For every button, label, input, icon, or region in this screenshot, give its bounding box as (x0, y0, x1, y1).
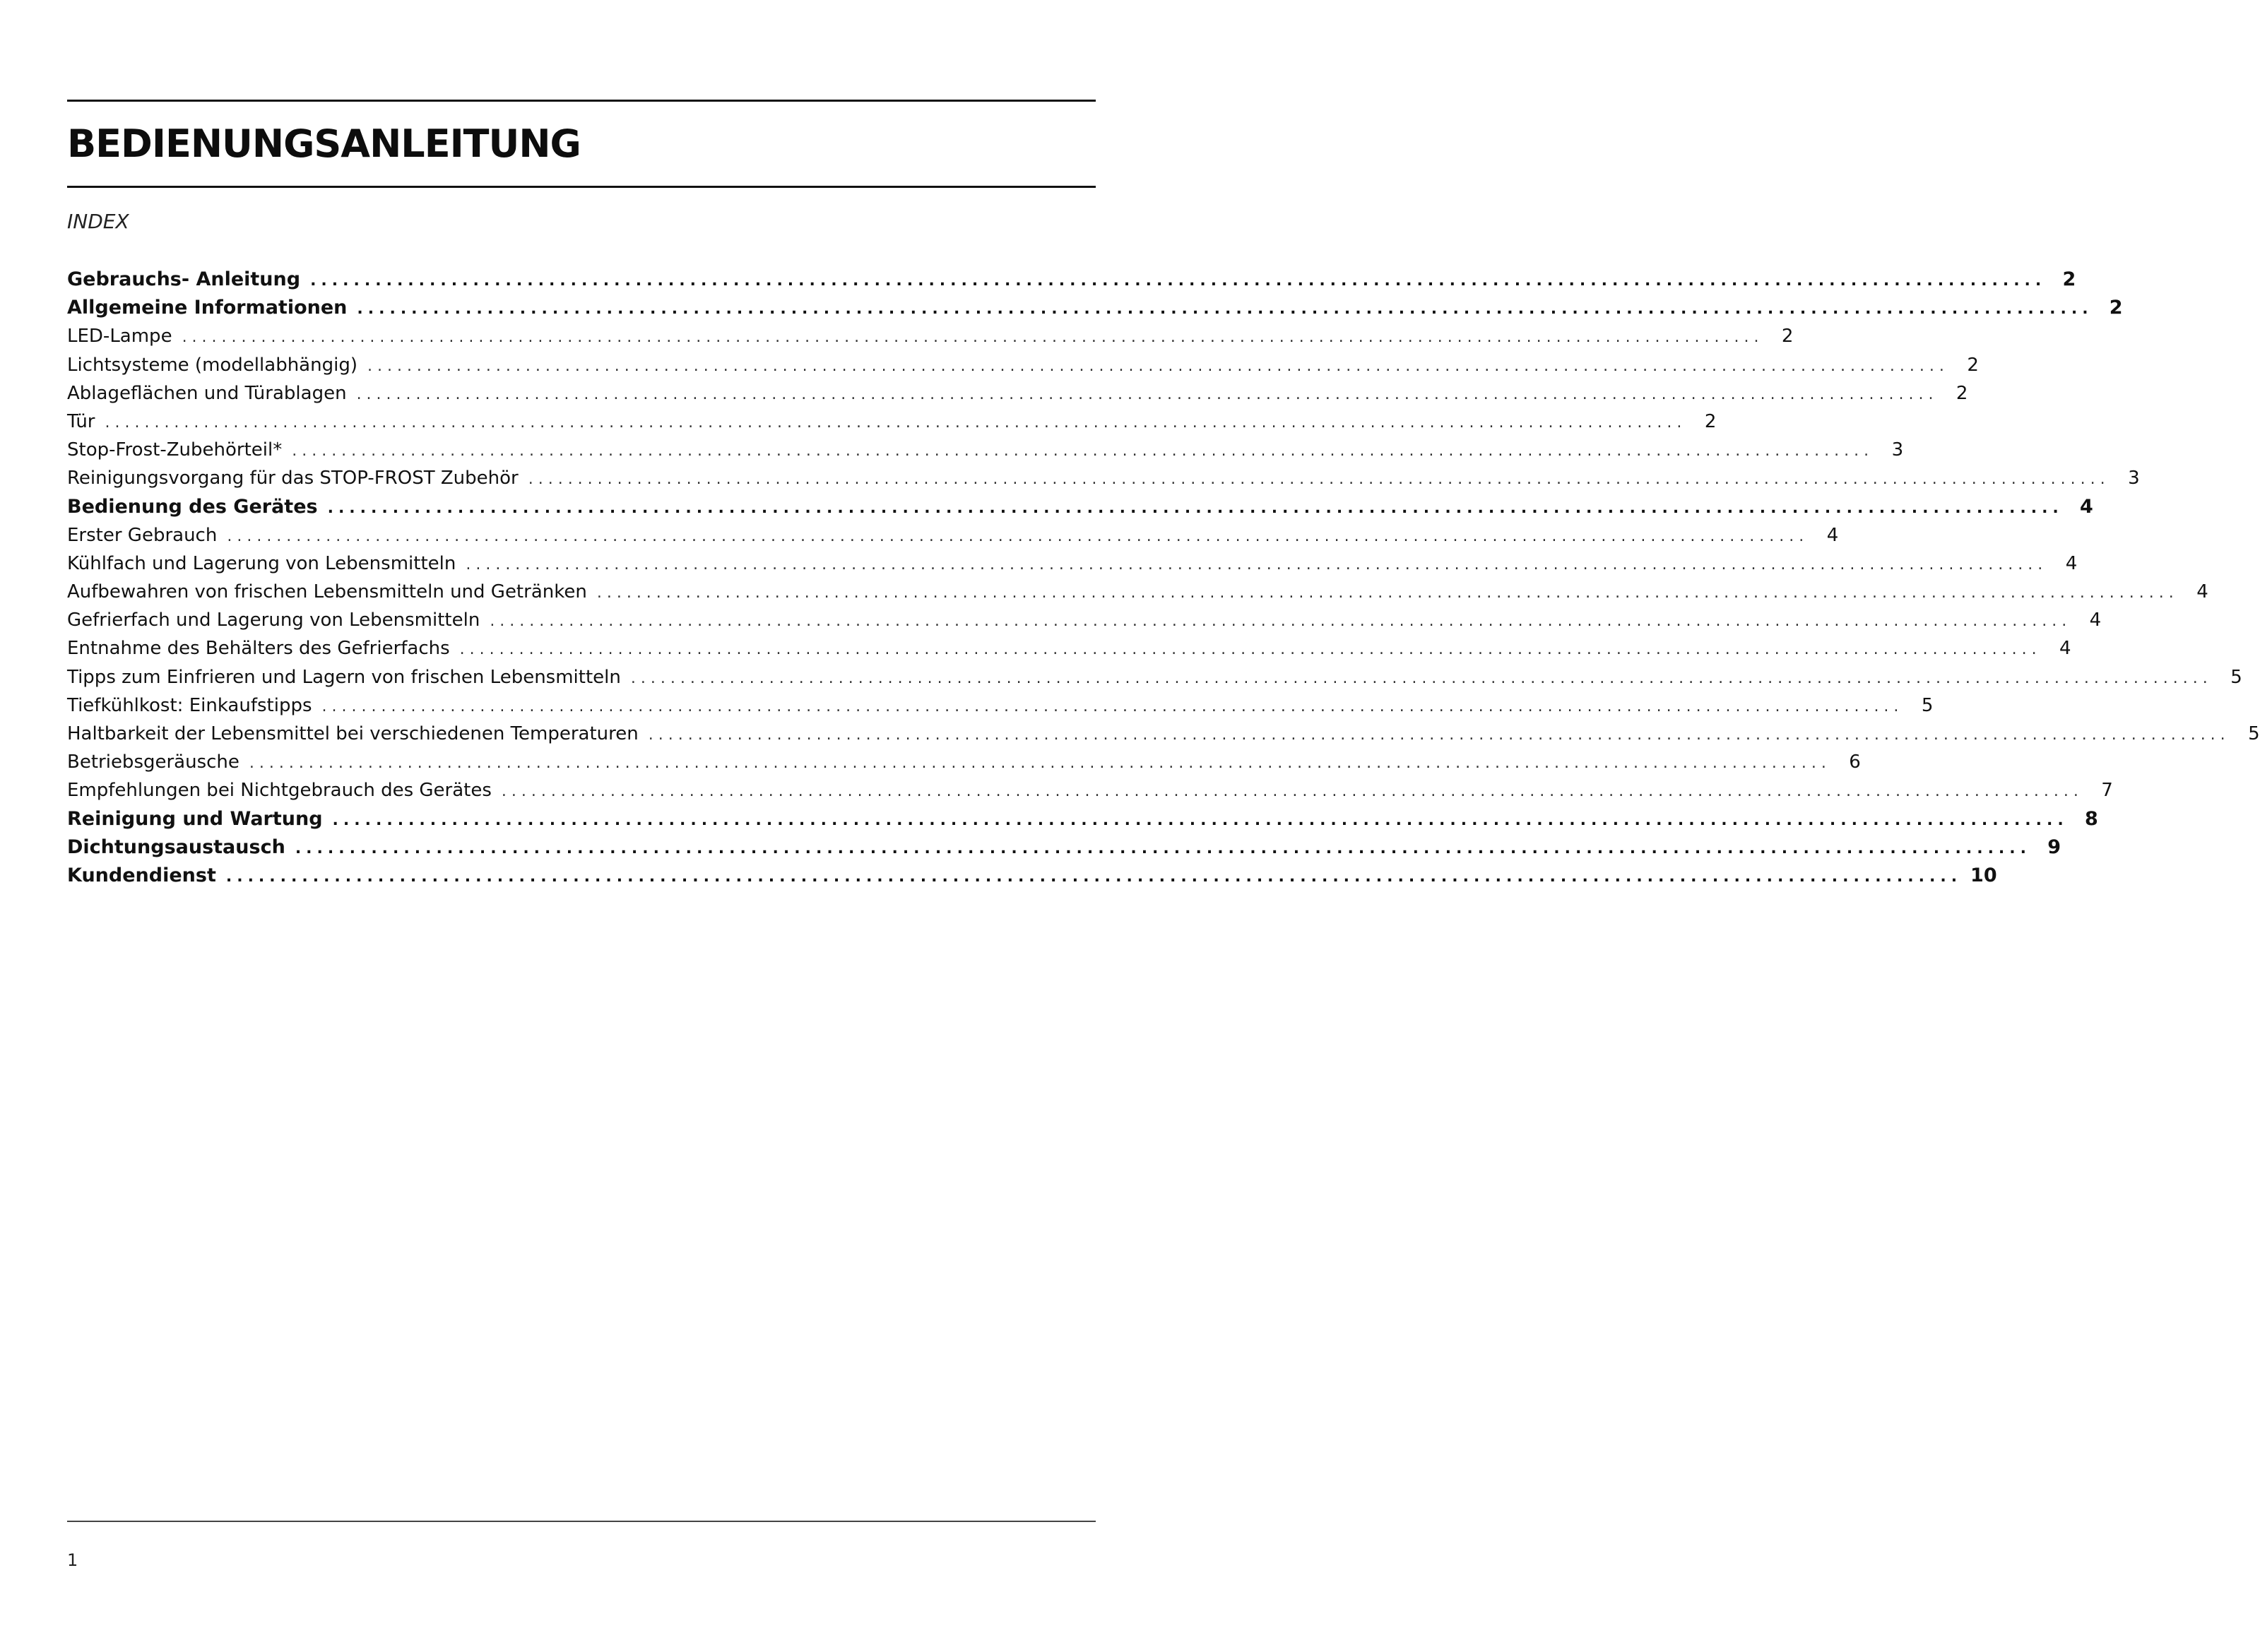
toc-dot-leader: ................................................................................................................................................................ (292, 442, 1874, 460)
toc-entry[interactable] (67, 862, 1997, 890)
top-rule (67, 100, 1096, 102)
toc-dot-leader: ................................................................................................................................................................ (630, 669, 2213, 687)
toc-entry[interactable] (67, 351, 1979, 379)
toc-dot-leader: ................................................................................................................................................................ (501, 783, 2083, 801)
toc-dot-leader: ................................................................................................................................................................ (310, 272, 2047, 290)
toc-entry-label: Tiefkühlkost: Einkaufstipps (67, 694, 312, 716)
toc-entry-page: 4 (2059, 638, 2071, 660)
toc-entry-page: 7 (2101, 780, 2113, 802)
toc-entry-page: 2 (2109, 297, 2123, 319)
toc-entry[interactable] (67, 266, 2076, 294)
toc-entry-page: 2 (2062, 268, 2076, 290)
toc-dot-leader: ................................................................................................................................................................ (321, 697, 1904, 715)
toc-entry[interactable] (67, 805, 2098, 833)
toc-entry-label: Bedienung des Gerätes (67, 495, 318, 518)
toc-entry-page: 4 (2065, 552, 2078, 574)
toc-entry[interactable] (67, 294, 2123, 322)
toc-entry-label: Tür (67, 410, 95, 432)
toc-entry[interactable] (67, 578, 2208, 606)
toc-entry[interactable] (67, 720, 2260, 748)
toc-entry-label: Tipps zum Einfrieren und Lagern von frischen Lebensmitteln (67, 666, 621, 688)
toc-entry-page: 3 (1891, 439, 1904, 461)
toc-entry-page: 2 (1704, 410, 1717, 432)
toc-entry-label: Entnahme des Behälters des Gefrierfachs (67, 638, 450, 660)
document-title: BEDIENUNGSANLEITUNG (67, 121, 581, 166)
table-of-contents (67, 266, 2260, 890)
toc-entry[interactable] (67, 408, 1717, 436)
toc-dot-leader: ................................................................................................................................................................ (227, 527, 1809, 545)
toc-entry-label: Gebrauchs- Anleitung (67, 268, 301, 290)
footer-rule (67, 1521, 1096, 1522)
toc-entry-page: 6 (1849, 751, 1861, 773)
toc-dot-leader: ................................................................................................................................................................ (596, 584, 2179, 602)
toc-dot-leader: ................................................................................................................................................................ (249, 754, 1831, 773)
toc-entry-label: Ablageflächen und Türablagen (67, 382, 347, 404)
toc-entry-page: 5 (2248, 723, 2260, 744)
toc-entry-label: Allgemeine Informationen (67, 297, 348, 319)
toc-dot-leader: ................................................................................................................................................................ (648, 726, 2230, 744)
toc-entry[interactable] (67, 436, 1904, 464)
toc-dot-leader: ................................................................................................................................................................ (295, 839, 2031, 857)
toc-entry-label: Gefrierfach und Lagerung von Lebensmitteln (67, 610, 480, 631)
toc-entry-page: 3 (2128, 468, 2140, 489)
toc-dot-leader: ................................................................................................................................................................ (327, 499, 2064, 517)
toc-entry[interactable] (67, 634, 2071, 662)
toc-entry-label: Erster Gebrauch (67, 524, 218, 546)
toc-entry-label: Haltbarkeit der Lebensmittel bei verschiedenen Temperaturen (67, 723, 639, 744)
toc-dot-leader: ................................................................................................................................................................ (466, 555, 2048, 574)
toc-dot-leader: ................................................................................................................................................................ (459, 641, 2042, 659)
toc-entry-label: Aufbewahren von frischen Lebensmitteln und Getränken (67, 581, 587, 603)
toc-entry[interactable] (67, 464, 2140, 492)
toc-entry-label: Empfehlungen bei Nichtgebrauch des Gerätes (67, 780, 492, 802)
toc-entry[interactable] (67, 748, 1861, 776)
toc-entry[interactable] (67, 379, 1968, 408)
toc-dot-leader: ................................................................................................................................................................ (332, 811, 2069, 829)
toc-entry-label: Kundendienst (67, 864, 216, 886)
toc-entry-page: 10 (1970, 864, 1997, 886)
toc-entry-page: 4 (2079, 495, 2093, 518)
toc-entry-page: 4 (2196, 581, 2208, 603)
toc-entry[interactable] (67, 833, 2061, 862)
toc-dot-leader: ................................................................................................................................................................ (182, 328, 1764, 347)
toc-dot-leader: ................................................................................................................................................................ (367, 357, 1949, 375)
toc-dot-leader: ................................................................................................................................................................ (356, 385, 1939, 403)
toc-entry[interactable] (67, 521, 1839, 549)
toc-entry-page: 5 (2230, 666, 2242, 688)
toc-entry-page: 5 (1921, 694, 1934, 716)
toc-entry-label: Stop-Frost-Zubehörteil* (67, 439, 283, 461)
toc-entry-page: 2 (1956, 382, 1968, 404)
toc-entry[interactable] (67, 493, 2093, 521)
toc-entry-page: 8 (2084, 807, 2098, 830)
toc-entry-page: 2 (1967, 354, 1979, 376)
toc-entry-page: 9 (2047, 836, 2061, 858)
toc-dot-leader: ................................................................................................................................................................ (357, 300, 2093, 319)
toc-entry-page: 4 (1826, 524, 1839, 546)
toc-entry[interactable] (67, 606, 2102, 634)
toc-entry-label: Reinigung und Wartung (67, 807, 323, 830)
toc-entry[interactable] (67, 663, 2242, 691)
toc-dot-leader: ................................................................................................................................................................ (528, 470, 2110, 489)
toc-dot-leader: ................................................................................................................................................................ (490, 612, 2072, 631)
toc-entry[interactable] (67, 549, 2078, 578)
toc-entry-label: Lichtsysteme (modellabhängig) (67, 354, 357, 376)
title-underline-rule (67, 186, 1096, 188)
toc-entry[interactable] (67, 691, 1934, 720)
toc-entry-label: LED-Lampe (67, 326, 172, 347)
toc-entry-label: Betriebsgeräusche (67, 751, 239, 773)
index-heading: INDEX (67, 210, 129, 233)
toc-dot-leader: ................................................................................................................................................................ (225, 867, 1963, 886)
toc-entry[interactable] (67, 322, 1794, 350)
page-number: 1 (67, 1550, 78, 1570)
toc-entry-page: 2 (1781, 326, 1794, 347)
toc-entry-page: 4 (2089, 610, 2102, 631)
toc-entry-label: Kühlfach und Lagerung von Lebensmitteln (67, 552, 456, 574)
toc-entry[interactable] (67, 776, 2113, 804)
toc-dot-leader: ................................................................................................................................................................ (105, 413, 1687, 432)
toc-entry-label: Reinigungsvorgang für das STOP-FROST Zubehör (67, 468, 519, 489)
toc-entry-label: Dichtungsaustausch (67, 836, 285, 858)
